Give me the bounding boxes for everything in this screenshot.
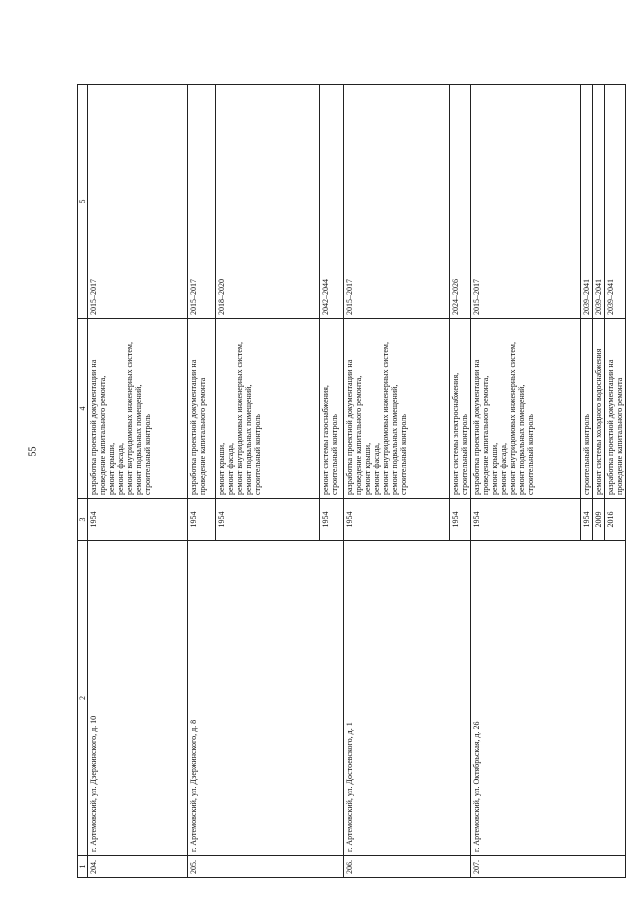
build-year: 1954 (471, 499, 581, 541)
building-address: г. Артемовский, ул. Дзержинского, д. 10 (88, 541, 188, 856)
building-address: г. Артемовский, ул. Октябрьская, д. 26 (471, 541, 626, 856)
table-row (471, 85, 581, 878)
repair-work-item: ремонт крыши, (490, 442, 499, 495)
build-year: 1954 (450, 499, 471, 541)
repair-work-item: проведение капитального ремонта (198, 377, 207, 495)
repair-work-item: строительный контроль (253, 414, 262, 495)
repair-work-item: разработка проектной документации на (345, 359, 354, 495)
repair-works (88, 319, 188, 499)
repair-works (593, 319, 605, 499)
repair-works (471, 319, 581, 499)
repair-work-item: проведение капитального ремонта, (98, 375, 107, 495)
repair-work-item: проведение капитального ремонта, (481, 375, 490, 495)
repair-work-item: ремонт фасада, (372, 443, 381, 495)
repair-work-item: ремонт подвальных помещений, (517, 384, 526, 495)
repair-period: 2015–2017 (344, 85, 450, 319)
build-year: 1954 (88, 499, 188, 541)
header-col-4: 4 (78, 319, 88, 499)
repair-work-item: ремонт внутридомовых инженерных систем, (235, 342, 244, 495)
repair-work-item: ремонт крыши, (217, 442, 226, 495)
repair-work-item: ремонт фасада, (499, 443, 508, 495)
repair-work-item: строительный контроль (143, 414, 152, 495)
building-address: г. Артемовский, ул. Достоевского, д. 1 (344, 541, 471, 856)
capital-repair-table (77, 84, 626, 878)
repair-work-item: ремонт внутридомовых инженерных систем, (125, 342, 134, 495)
build-year: 1954 (188, 499, 216, 541)
build-year: 2009 (593, 499, 605, 541)
repair-period: 2015–2017 (471, 85, 581, 319)
header-row (78, 85, 88, 878)
repair-period: 2018–2020 (216, 85, 320, 319)
repair-work-item: ремонт системы электроснабжения, (451, 372, 460, 495)
build-year: 1954 (216, 499, 320, 541)
repair-work-item: разработка проектной документации на (89, 359, 98, 495)
table-row (188, 85, 216, 878)
header-col-5: 5 (78, 85, 88, 319)
repair-work-item: разработка проектной документации на (606, 359, 615, 495)
repair-work-item: строительный контроль (582, 414, 591, 495)
header-col-3: 3 (78, 499, 88, 541)
row-number: 206. (344, 856, 471, 878)
build-year: 1954 (320, 499, 344, 541)
repair-work-item: разработка проектной документации на (472, 359, 481, 495)
repair-work-item: проведение капитального ремонта, (354, 375, 363, 495)
repair-works (320, 319, 344, 499)
header-col-1: 1 (78, 856, 88, 878)
row-number: 204. (88, 856, 188, 878)
repair-period: 2015–2017 (88, 85, 188, 319)
header-col-2: 2 (78, 541, 88, 856)
repair-work-item: ремонт фасада, (116, 443, 125, 495)
repair-period: 2024–2026 (450, 85, 471, 319)
repair-period: 2015–2017 (188, 85, 216, 319)
repair-work-item: разработка проектной документации на (189, 359, 198, 495)
repair-work-item: строительный контроль (399, 414, 408, 495)
repair-period: 2042–2044 (320, 85, 344, 319)
repair-work-item: ремонт системы холодного водоснабжения (594, 348, 603, 495)
repair-work-item: ремонт фасада, (226, 443, 235, 495)
repair-work-item: ремонт подвальных помещений, (390, 384, 399, 495)
repair-period: 2039–2041 (581, 85, 593, 319)
repair-work-item: ремонт крыши, (363, 442, 372, 495)
repair-works (216, 319, 320, 499)
table-row (344, 85, 450, 878)
repair-work-item: ремонт крыши, (107, 442, 116, 495)
repair-work-item: проведение капитального ремонта (615, 377, 624, 495)
repair-period: 2039–2041 (593, 85, 605, 319)
build-year: 1954 (344, 499, 450, 541)
page-number: 55 (27, 446, 39, 457)
repair-works (188, 319, 216, 499)
repair-work-item: строительный контроль (330, 414, 339, 495)
table-row (88, 85, 188, 878)
building-address: г. Артемовский, ул. Дзержинского, д. 8 (188, 541, 344, 856)
repair-works (581, 319, 593, 499)
row-number: 205. (188, 856, 344, 878)
repair-work-item: ремонт подвальных помещений, (244, 384, 253, 495)
repair-work-item: ремонт внутридомовых инженерных систем, (508, 342, 517, 495)
repair-period: 2039–2041 (605, 85, 626, 319)
repair-works (450, 319, 471, 499)
build-year: 2016 (605, 499, 626, 541)
build-year: 1954 (581, 499, 593, 541)
repair-work-item: ремонт внутридомовых инженерных систем, (381, 342, 390, 495)
row-number: 207. (471, 856, 626, 878)
repair-work-item: ремонт подвальных помещений, (134, 384, 143, 495)
repair-work-item: строительный контроль (526, 414, 535, 495)
repair-work-item: строительный контроль (460, 414, 469, 495)
repair-work-item: ремонт системы газоснабжения, (321, 385, 330, 495)
repair-works (344, 319, 450, 499)
rotated-table-sheet (77, 85, 624, 878)
repair-works (605, 319, 626, 499)
